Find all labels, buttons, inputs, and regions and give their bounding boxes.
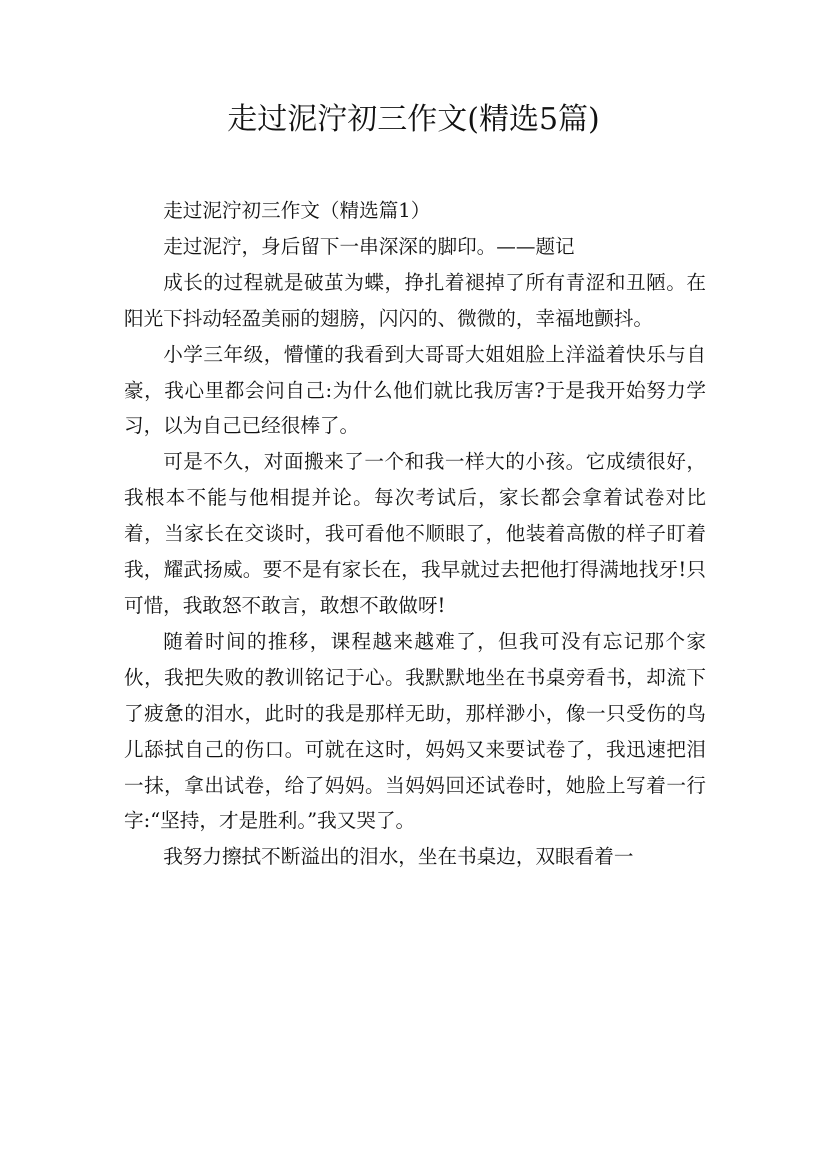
body-paragraph: 可是不久，对面搬来了一个和我一样大的小孩。它成绩很好，我根本不能与他相提并论。每次考试后，家长都会拿着试卷对比着，当家长在交谈时，我可看他不顺眼了，他装着高傲的样子盯着我，耀武扬威。要不是有家长在，我早就过去把他打得满地找牙!只可惜，我敢怒不敢言，敢想不敢做呀! xyxy=(124,450,706,617)
body-paragraph: 小学三年级，懵懂的我看到大哥哥大姐姐脸上洋溢着快乐与自豪，我心里都会问自己:为什么他们就比我厉害?于是我开始努力学习，以为自己已经很棒了。 xyxy=(124,342,706,438)
document-title: 走过泥泞初三作文(精选5篇) xyxy=(227,102,600,137)
body-paragraph: 我努力擦拭不断溢出的泪水，坐在书桌边，双眼看着一 xyxy=(163,845,634,869)
body-paragraph: 随着时间的推移，课程越来越难了，但我可没有忘记那个家伙，我把失败的教训铭记于心。我默默地坐在书桌旁看书，却流下了疲惫的泪水，此时的我是那样无助，那样渺小，像一只受伤的鸟儿舔拭自己的伤口。可就在这时，妈妈又来要试卷了，我迅速把泪一抹，拿出试卷，给了妈妈。当妈妈回还试卷时，她脸上写着一行字:“坚持，才是胜利。”我又哭了。 xyxy=(124,629,706,833)
epigraph-paragraph: 走过泥泞，身后留下一串深深的脚印。——题记 xyxy=(163,234,575,258)
body-paragraph: 成长的过程就是破茧为蝶，挣扎着褪掉了所有青涩和丑陋。在阳光下抖动轻盈美丽的翅膀，闪闪的、微微的，幸福地颤抖。 xyxy=(124,270,706,330)
document-body xyxy=(124,193,706,875)
section-heading: 走过泥泞初三作文（精选篇1） xyxy=(163,199,431,222)
